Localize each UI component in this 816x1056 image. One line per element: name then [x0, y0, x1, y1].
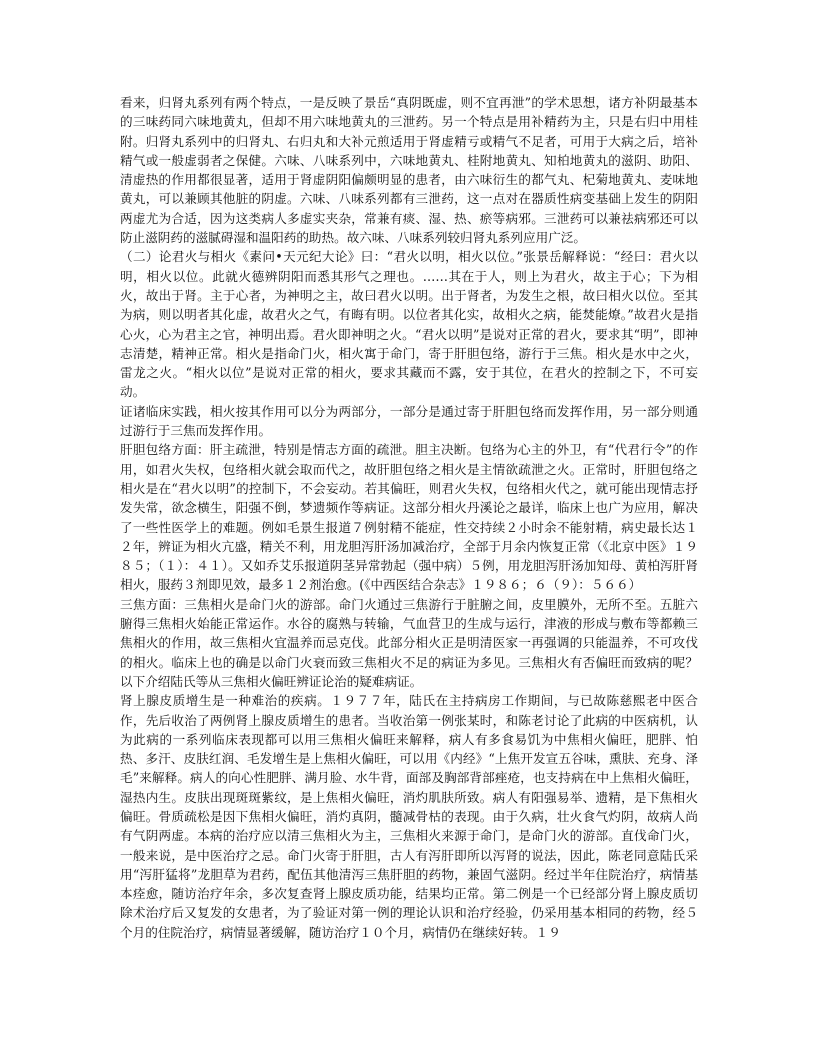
- paragraph-adrenal-hyperplasia: 肾上腺皮质增生是一种难治的疾病。１９７７年，陆氏在主持病房工作期间，与已故陈慈熙老中医合作，先后收治了两例肾上腺皮质增生的患者。当收治第一例张某时，和陈老讨论了此病的中医病机，认为此病的一系列临床表现都可以用三焦相火偏旺来解释，病人有多食易饥为中焦相火偏旺，肥胖、怕热、多汗、皮肤红润、毛发增生是上焦相火偏旺，可以用《内经》“上焦开发宣五谷味，熏肤、充身、泽毛”来解释。病人的向心性肥胖、满月脸、水牛背，面部及胸部背部痤疮，也支持病在中上焦相火偏旺，湿热内生。皮肤出现斑斑紫纹，是上焦相火偏旺，消灼肌肤所致。病人有阳强易举、遗精，是下焦相火偏旺。骨质疏松是因下焦相火偏旺，消灼真阴，髓减骨枯的表现。由于久病，壮火食气灼阴，故病人尚有气阴两虚。本病的治疗应以清三焦相火为主，三焦相火来源于命门，是命门火的游部。直伐命门火，一般来说，是中医治疗之忌。命门火寄于肝胆，古人有泻肝即所以泻肾的说法，因此，陈老同意陆氏采用“泻肝猛将”龙胆草为君药，配伍其他清泻三焦肝胆的药物，兼固气滋阴。经过半年住院治疗，病情基本痊愈，随访治疗年余，多次复查肾上腺皮质功能，结果均正常。第二例是一个已经部分肾上腺皮质切除术治疗后又复发的女患者，为了验证对第一例的理论认识和治疗经验，仍采用基本相同的药物，经５个月的住院治疗，病情显著缓解，随访治疗１０个月，病情仍在继续好转。１９: [120, 693, 698, 940]
- paragraph-clinical-practice: 证诸临床实践，相火按其作用可以分为两部分，一部分是通过寄于肝胆包络而发挥作用，另一部分则通过游行于三焦而发挥作用。: [120, 403, 698, 439]
- document-page: [120, 93, 698, 942]
- paragraph-san-jiao: 三焦方面：三焦相火是命门火的游部。命门火通过三焦游行于脏腑之间，皮里膜外，无所不至。五脏六腑得三焦相火始能正常运作。水谷的腐熟与转输，气血营卫的生成与运行，津液的形成与敷布等都赖三焦相火的作用，故三焦相火宜温养而忌克伐。此部分相火正是明清医家一再强调的只能温养，不可攻伐的相火。临床上也的确是以命门火衰而致三焦相火不足的病证为多见。三焦相火有否偏旺而致病的呢？以下介绍陆氏等从三焦相火偏旺辨证论治的疑难病证。: [120, 596, 698, 689]
- paragraph-jun-huo-xiang-huo: （二）论君火与相火《素问•天元纪大论》曰：“君火以明，相火以位。”张景岳解释说：“经曰：君火以明，相火以位。此就火德辨阴阳而悉其形气之理也。……其在于人，则上为君火，故主于心；下为相火，故出于肾。主于心者，为神明之主，故曰君火以明。出于肾者，为发生之根，故曰相火以位。至其为病，则以明者其化虚，故君火之气，有晦有明。以位者其化实，故相火之病，能焚能燎。”故君火是指心火，心为君主之官，神明出焉。君火即神明之火。“君火以明”是说对正常的君火，要求其“明”，即神志清楚，精神正常。相火是指命门火，相火寓于命门，寄于肝胆包络，游行于三焦。相火是水中之火，雷龙之火。“相火以位”是说对正常的相火，要求其藏而不露，安于其位，在君火的控制之下，不可妄动。: [120, 249, 698, 400]
- paragraph-gan-dan-bao-luo: 肝胆包络方面：肝主疏泄，特别是情志方面的疏泄。胆主决断。包络为心主的外卫，有“代君行令”的作用，如君火失权，包络相火就会取而代之，故肝胆包络之相火是主情欲疏泄之火。正常时，肝胆包络之相火是在“君火以明”的控制下，不会妄动。若其偏旺，则君火失权，包络相火代之，就可能出现情志抒发失常，欲念横生，阳强不倒，梦遗频作等病证。这部分相火丹溪论之最详，临床上也广为应用，解决了一些性医学上的难题。例如毛景生报道７例射精不能症，性交持续２小时余不能射精，病史最长达１２年，辨证为相火亢盛，精关不利，用龙胆泻肝汤加减治疗，全部于月余内恢复正常（《北京中医》１９８５；（１）：４１）。又如乔艾乐报道阴茎异常勃起（强中病）５例，用龙胆泻肝汤加知母、黄柏泻肝肾相火，服药３剂即见效，最多１２剂治愈。(《中西医结合杂志》１９８６；６（９）：５６６）: [120, 442, 698, 593]
- paragraph-gui-shen-wan-summary: 看来，归肾丸系列有两个特点，一是反映了景岳“真阴既虚，则不宜再泄”的学术思想，诸方补阴最基本的三味药同六味地黄丸，但却不用六味地黄丸的三泄药。另一个特点是用补精药为主，只是右归中用桂附。归肾丸系列中的归肾丸、右归丸和大补元煎适用于肾虚精亏或精气不足者，可用于大病之后，培补精气或一般虚弱者之保健。六味、八味系列中，六味地黄丸、桂附地黄丸、知柏地黄丸的滋阴、助阳、清虚热的作用都很显著，适用于肾虚阴阳偏颇明显的患者，由六味衍生的都气丸、杞菊地黄丸、麦味地黄丸，可以兼顾其他脏的阴虚。六味、八味系列都有三泄药，这一点对在器质性病变基础上发生的阴阳两虚尤为合适，因为这类病人多虚实夹杂，常兼有痰、湿、热、瘀等病邪。三泄药可以兼祛病邪还可以防止滋阴药的滋腻碍湿和温阳药的助热。故六味、八味系列较归肾丸系列应用广泛。: [120, 95, 698, 246]
